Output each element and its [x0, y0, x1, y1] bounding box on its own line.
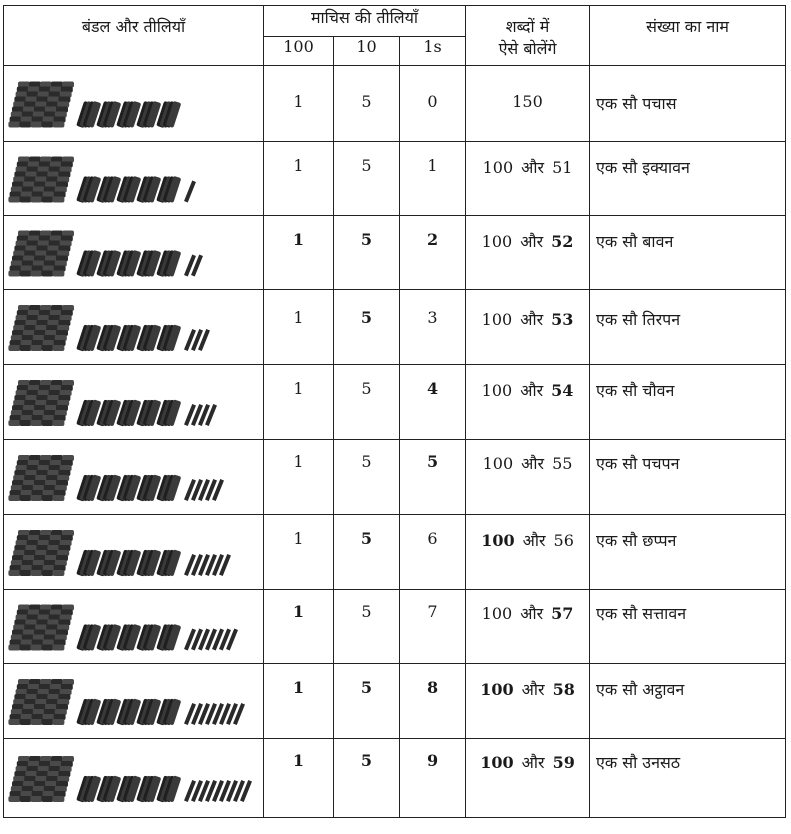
header-ones: 1s [400, 37, 466, 66]
words-connector: और [521, 680, 545, 699]
words-connector: और [521, 454, 545, 473]
words-connector: और [522, 531, 546, 550]
bundle-cell [4, 739, 264, 818]
hundreds-cell: 1 [264, 290, 334, 365]
ones-cell: 8 [400, 664, 466, 739]
hundreds-cell: 1 [264, 216, 334, 290]
words-hundred: 100 [481, 604, 513, 623]
hundreds-cell: 1 [264, 142, 334, 216]
hundred-bundle [8, 231, 74, 277]
bundle-illustration [4, 590, 262, 663]
header-matchsticks: माचिस की तीलियाँ [264, 6, 466, 37]
ones-cell: 2 [400, 216, 466, 290]
number-name-cell: एक सौ उनसठ [590, 739, 786, 818]
words-cell [466, 365, 590, 440]
tens-cell: 5 [334, 290, 400, 365]
header-words: शब्दों में ऐसे बोलेंगे [466, 6, 590, 66]
bundle-illustration [4, 739, 262, 817]
number-name-cell: एक सौ अट्ठावन [590, 664, 786, 739]
hundred-bundle [8, 605, 74, 651]
words-remainder: 51 [552, 158, 573, 177]
table-row [4, 365, 786, 440]
hundreds-cell: 1 [264, 66, 334, 142]
table-row [4, 739, 786, 818]
ones-cell: 3 [400, 290, 466, 365]
ones-cell: 4 [400, 365, 466, 440]
words-cell [466, 66, 590, 142]
words-hundred: 150 [512, 92, 543, 111]
hundred-bundle [8, 380, 74, 426]
loose-stick [184, 181, 196, 203]
bundle-cell [4, 290, 264, 365]
hundreds-cell: 1 [264, 365, 334, 440]
bundle-cell [4, 515, 264, 590]
hundred-bundle [8, 157, 74, 203]
hundreds-cell: 1 [264, 515, 334, 590]
number-name-cell: एक सौ तिरपन [590, 290, 786, 365]
header-tens: 10 [334, 37, 400, 66]
words-hundred: 100 [480, 680, 514, 699]
ones-cell: 1 [400, 142, 466, 216]
words-hundred: 100 [481, 310, 513, 329]
tens-cell: 5 [334, 515, 400, 590]
bundle-illustration [4, 142, 262, 215]
words-remainder: 58 [552, 680, 575, 699]
bundle-cell [4, 142, 264, 216]
table-row [4, 216, 786, 290]
bundle-cell [4, 216, 264, 290]
words-cell [466, 739, 590, 818]
words-connector: और [521, 753, 545, 772]
header-number-name: संख्या का नाम [590, 6, 786, 66]
number-name-cell: एक सौ पचपन [590, 440, 786, 515]
bundle-illustration [4, 216, 262, 289]
hundreds-cell: 1 [264, 440, 334, 515]
words-remainder: 56 [553, 531, 574, 550]
words-remainder: 57 [551, 604, 574, 623]
hundreds-cell: 1 [264, 590, 334, 664]
words-connector: और [520, 381, 544, 400]
tens-cell: 5 [334, 365, 400, 440]
ones-cell: 5 [400, 440, 466, 515]
hundred-bundle [8, 679, 74, 725]
tens-cell: 5 [334, 440, 400, 515]
tens-cell: 5 [334, 664, 400, 739]
bundle-illustration [4, 440, 262, 514]
tens-cell: 5 [334, 216, 400, 290]
number-name-cell: एक सौ बावन [590, 216, 786, 290]
number-name-cell: एक सौ पचास [590, 66, 786, 142]
bundle-illustration [4, 664, 262, 738]
number-name-cell: एक सौ छप्पन [590, 515, 786, 590]
ones-cell: 7 [400, 590, 466, 664]
words-hundred: 100 [481, 531, 515, 550]
tens-cell: 5 [334, 739, 400, 818]
words-remainder: 54 [551, 381, 574, 400]
words-connector: और [520, 604, 544, 623]
table-row [4, 590, 786, 664]
bundle-cell [4, 590, 264, 664]
words-remainder: 52 [551, 232, 574, 251]
bundle-cell [4, 66, 264, 142]
table-row [4, 515, 786, 590]
hundred-bundle [8, 530, 74, 576]
hundred-bundle [8, 82, 74, 128]
number-name-cell: एक सौ चौवन [590, 365, 786, 440]
words-remainder: 55 [552, 454, 573, 473]
words-hundred: 100 [482, 158, 514, 177]
words-hundred: 100 [480, 753, 514, 772]
words-remainder: 59 [552, 753, 575, 772]
table-row [4, 142, 786, 216]
words-cell [466, 440, 590, 515]
tens-cell: 5 [334, 66, 400, 142]
bundle-cell [4, 664, 264, 739]
tens-cell: 5 [334, 590, 400, 664]
bundle-illustration [4, 365, 262, 439]
bundle-illustration [4, 515, 262, 589]
words-cell [466, 290, 590, 365]
words-connector: और [521, 158, 545, 177]
table-row [4, 440, 786, 515]
ones-cell: 0 [400, 66, 466, 142]
bundle-illustration [4, 66, 262, 141]
words-cell [466, 216, 590, 290]
words-remainder: 53 [551, 310, 574, 329]
place-value-table [3, 5, 786, 818]
hundreds-cell: 1 [264, 739, 334, 818]
words-cell [466, 664, 590, 739]
words-connector: और [520, 310, 544, 329]
number-name-cell: एक सौ इक्यावन [590, 142, 786, 216]
words-hundred: 100 [481, 381, 513, 400]
words-cell [466, 590, 590, 664]
words-cell [466, 142, 590, 216]
hundreds-cell: 1 [264, 664, 334, 739]
ones-cell: 9 [400, 739, 466, 818]
header-bundles: बंडल और तीलियाँ [4, 6, 264, 66]
table-row [4, 66, 786, 142]
words-cell [466, 515, 590, 590]
hundred-bundle [8, 305, 74, 351]
bundle-illustration [4, 290, 262, 364]
number-name-cell: एक सौ सत्तावन [590, 590, 786, 664]
header-hundreds: 100 [264, 37, 334, 66]
tens-cell: 5 [334, 142, 400, 216]
hundred-bundle [8, 455, 74, 501]
hundred-bundle [8, 756, 74, 802]
table-row [4, 290, 786, 365]
words-hundred: 100 [481, 232, 513, 251]
ones-cell: 6 [400, 515, 466, 590]
bundle-cell [4, 365, 264, 440]
words-hundred: 100 [482, 454, 514, 473]
table-row [4, 664, 786, 739]
words-connector: और [520, 232, 544, 251]
bundle-cell [4, 440, 264, 515]
